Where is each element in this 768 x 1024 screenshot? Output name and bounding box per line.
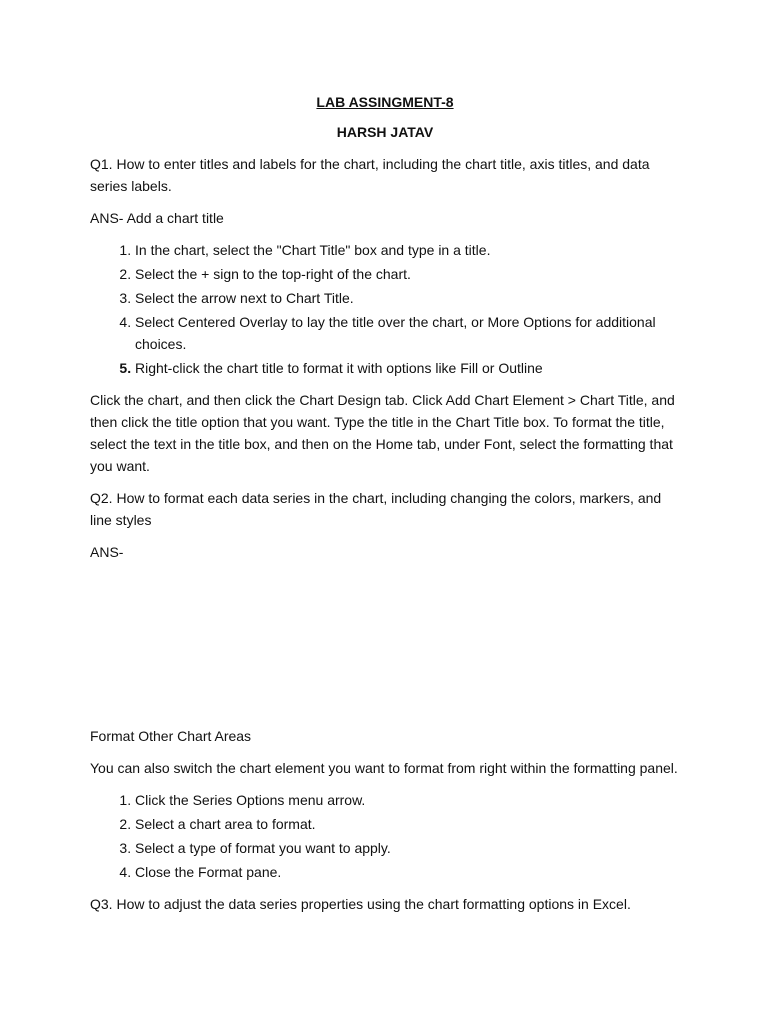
list-item: 3. Select a type of format you want to apply. — [135, 837, 680, 859]
list-item: 5. Right-click the chart title to format it with options like Fill or Outline — [135, 357, 680, 379]
list-item: 2. Select the + sign to the top-right of the chart. — [135, 263, 680, 285]
question-2-answer-heading: ANS- — [90, 544, 124, 560]
author-name: HARSH JATAV — [336, 124, 434, 140]
question-3: Q3. How to adjust the data series properties using the chart formatting options in Excel. — [90, 896, 631, 912]
list-item: 2. Select a chart area to format. — [135, 813, 680, 835]
question-2-subheading: Format Other Chart Areas — [90, 728, 252, 744]
list-item: 4. Select Centered Overlay to lay the title over the chart, or More Options for additional choices. — [135, 311, 680, 355]
question-1-paragraph: Click the chart, and then click the Chart Design tab. Click Add Chart Element > Chart Title, and then click the title option that you want. Type the title in the Chart Title box. To format the title, select the text in the title box, and then on the Home tab, under Font, select the formatting that you want. — [90, 392, 675, 474]
question-2-steps — [90, 789, 680, 883]
list-item: 1. In the chart, select the "Chart Title" box and type in a title. — [135, 239, 680, 261]
question-1-answer-heading: ANS- Add a chart title — [90, 210, 224, 226]
list-item: 4. Close the Format pane. — [135, 861, 680, 883]
question-1: Q1. How to enter titles and labels for the chart, including the chart title, axis titles, and data series labels. — [90, 156, 650, 194]
document-body — [90, 92, 680, 925]
question-1-steps — [90, 239, 680, 379]
question-2: Q2. How to format each data series in the chart, including changing the colors, markers, and line styles — [90, 490, 662, 528]
document-title: LAB ASSINGMENT-8 — [316, 94, 454, 110]
blank-space — [90, 573, 680, 725]
list-item: 1. Click the Series Options menu arrow. — [135, 789, 680, 811]
question-2-paragraph: You can also switch the chart element you want to format from right within the formatting panel. — [90, 760, 678, 776]
list-item: 3. Select the arrow next to Chart Title. — [135, 287, 680, 309]
